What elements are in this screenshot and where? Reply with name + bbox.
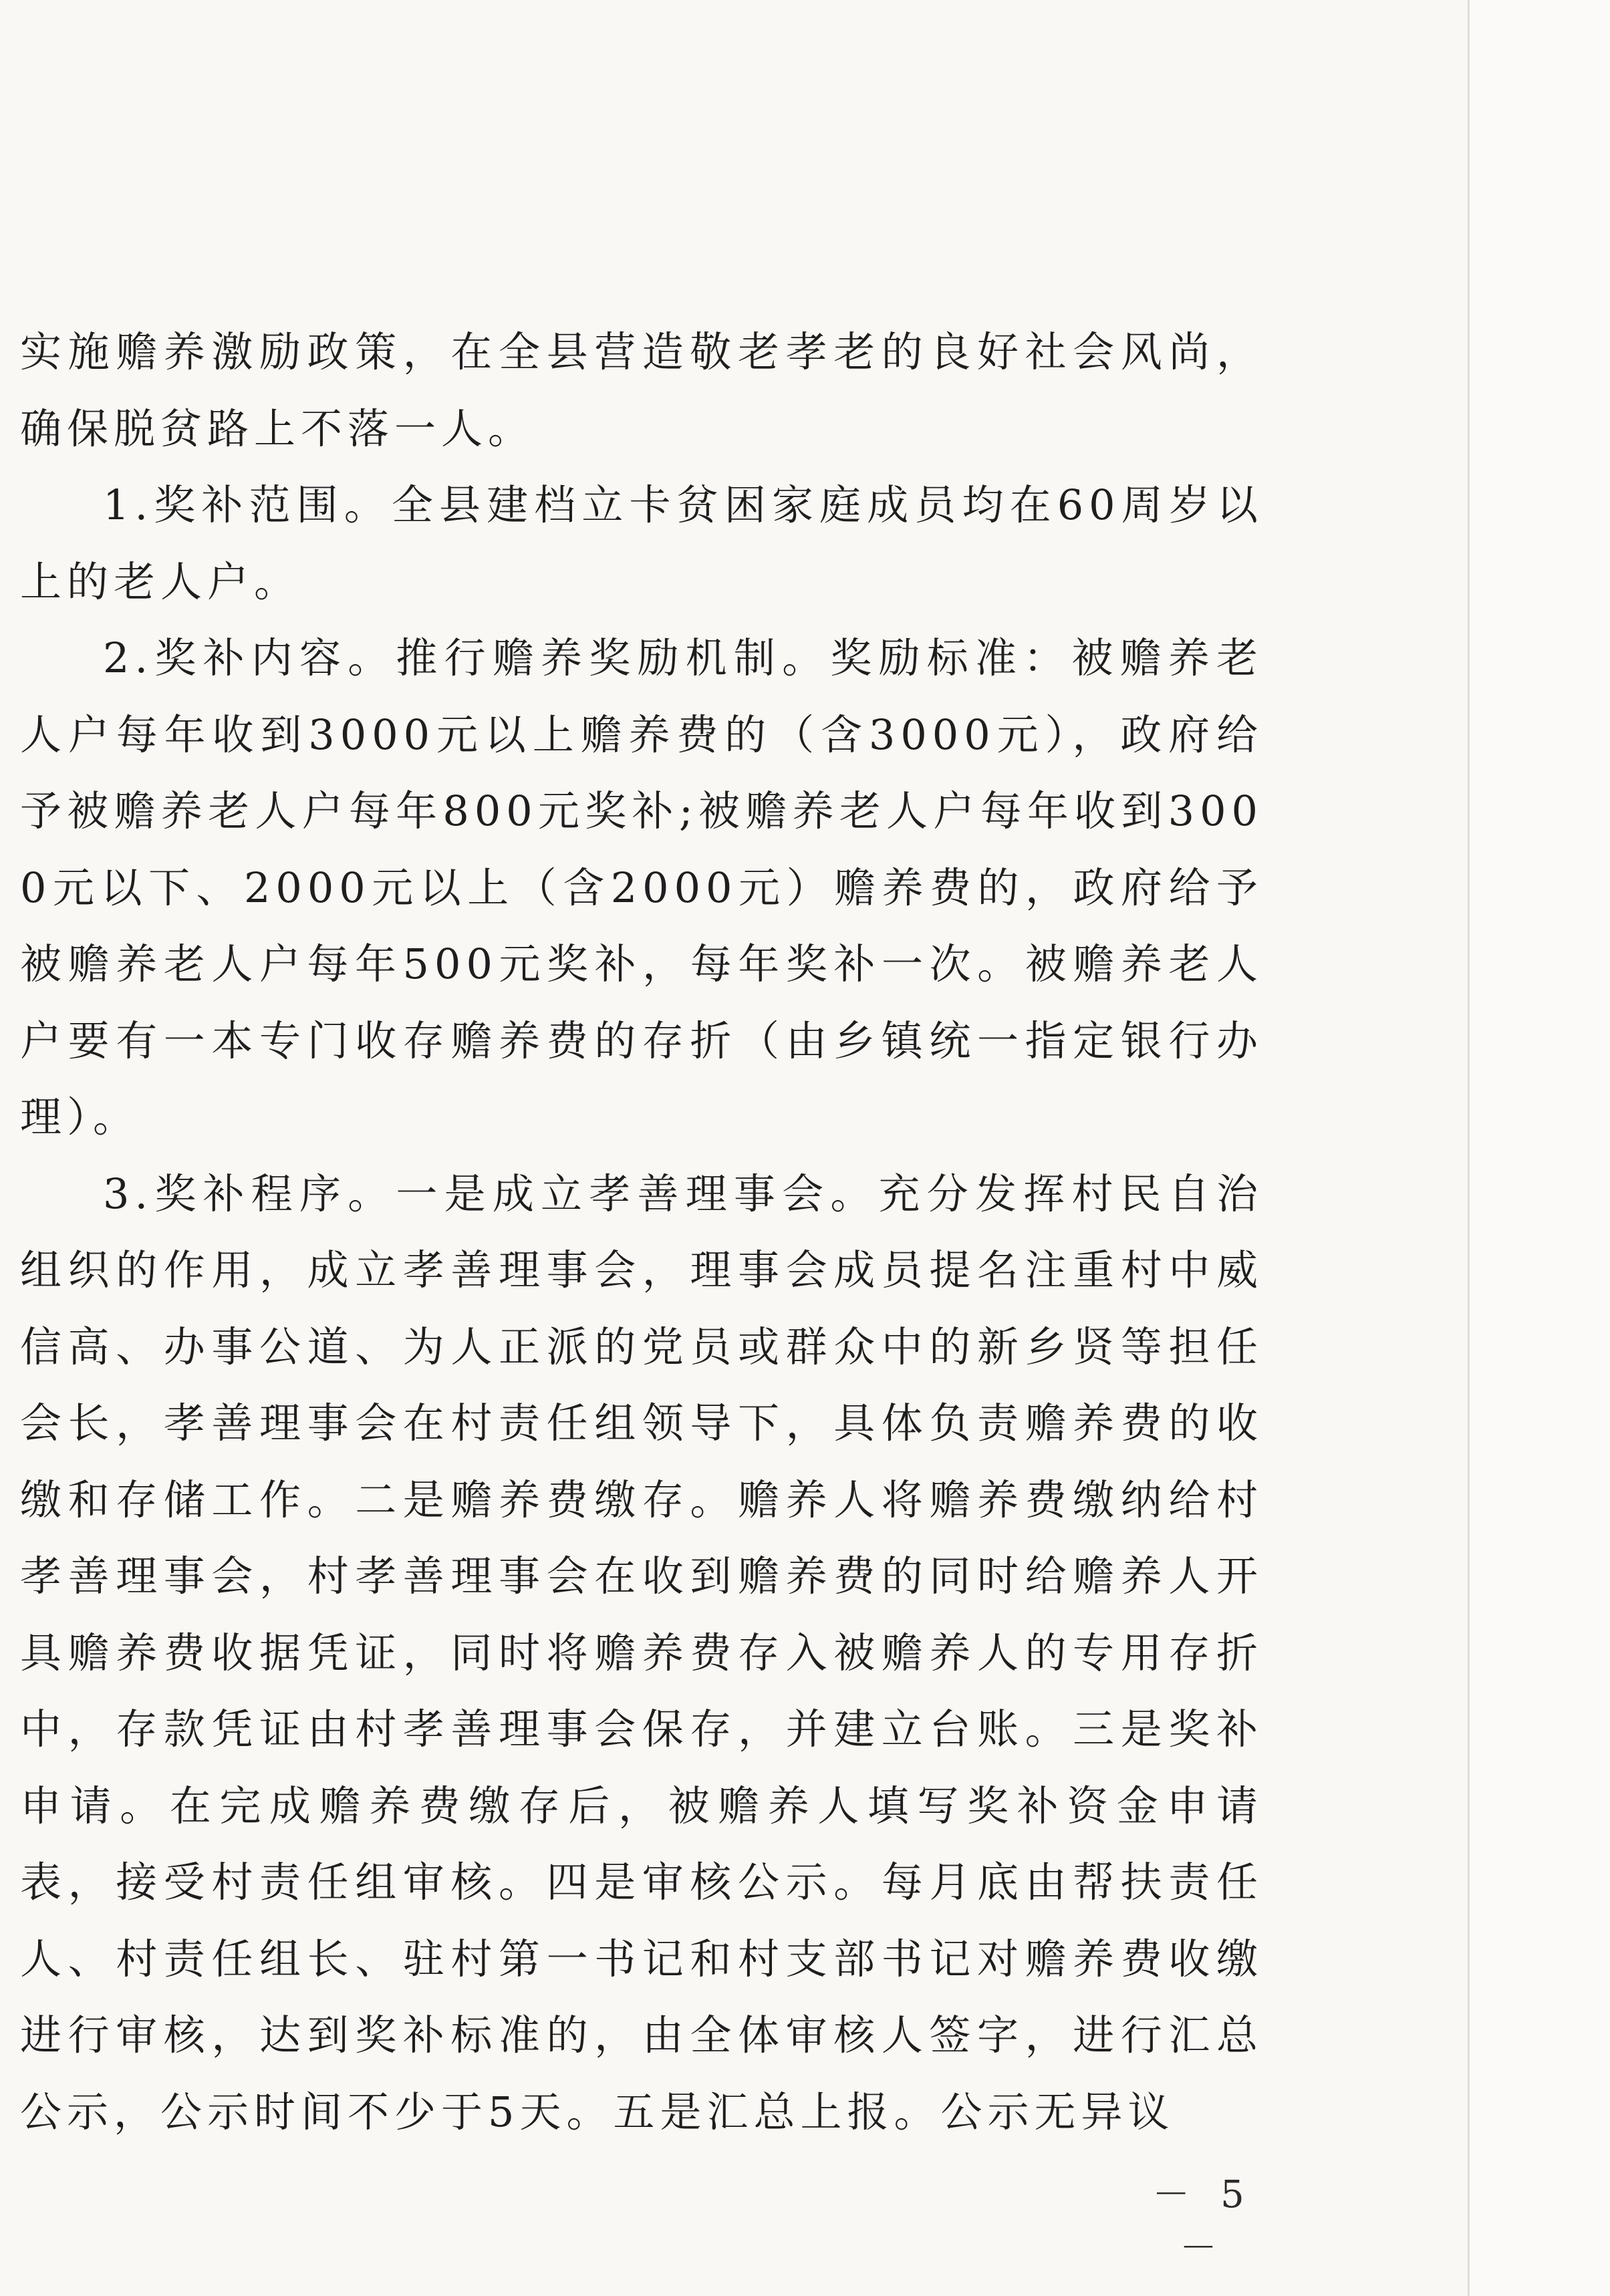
paragraph-reward-scope: 1.奖补范围。全县建档立卡贫困家庭成员均在60周岁以上的老人户。 <box>20 480 1263 606</box>
page-margin <box>1470 0 1610 2296</box>
page-fold-shadow <box>1468 0 1470 2296</box>
paragraph-intro: 实施赡养激励政策，在全县营造敬老孝老的良好社会风尚，确保脱贫路上不落一人。 <box>20 327 1263 453</box>
paragraph-reward-content: 2.奖补内容。推行赡养奖励机制。奖励标准：被赡养老人户每年收到3000元以上赡养费的（含3000元），政府给予被赡养老人户每年800元奖补;被赡养老人户每年收到3000元以下、2000元以上（含2000元）赡养费的，政府给予被赡养老人户每年500元奖补，每年奖补一次。被赡养老人户要有一本专门收存赡养费的存折（由乡镇统一指定银行办理）。 <box>20 633 1263 1141</box>
paragraph-reward-procedure: 3.奖补程序。一是成立孝善理事会。充分发挥村民自治组织的作用，成立孝善理事会，理事会成员提名注重村中威信高、办事公道、为人正派的党员或群众中的新乡贤等担任会长，孝善理事会在村责任组领导下，具体负责赡养费的收缴和存储工作。二是赡养费缴存。赡养人将赡养费缴纳给村孝善理事会，村孝善理事会在收到赡养费的同时给赡养人开具赡养费收据凭证，同时将赡养费存入被赡养人的专用存折中，存款凭证由村孝善理事会保存，并建立台账。三是奖补申请。在完成赡养费缴存后，被赡养人填写奖补资金申请表，接受村责任组审核。四是审核公示。每月底由帮扶责任人、村责任组长、驻村第一书记和村支部书记对赡养费收缴进行审核，达到奖补标准的，由全体审核人签字，进行汇总公示，公示时间不少于5天。五是汇总上报。公示无异议 <box>20 1169 1263 2136</box>
page-number: － 5 － <box>1152 2173 1254 2270</box>
document-body <box>20 314 1263 2150</box>
